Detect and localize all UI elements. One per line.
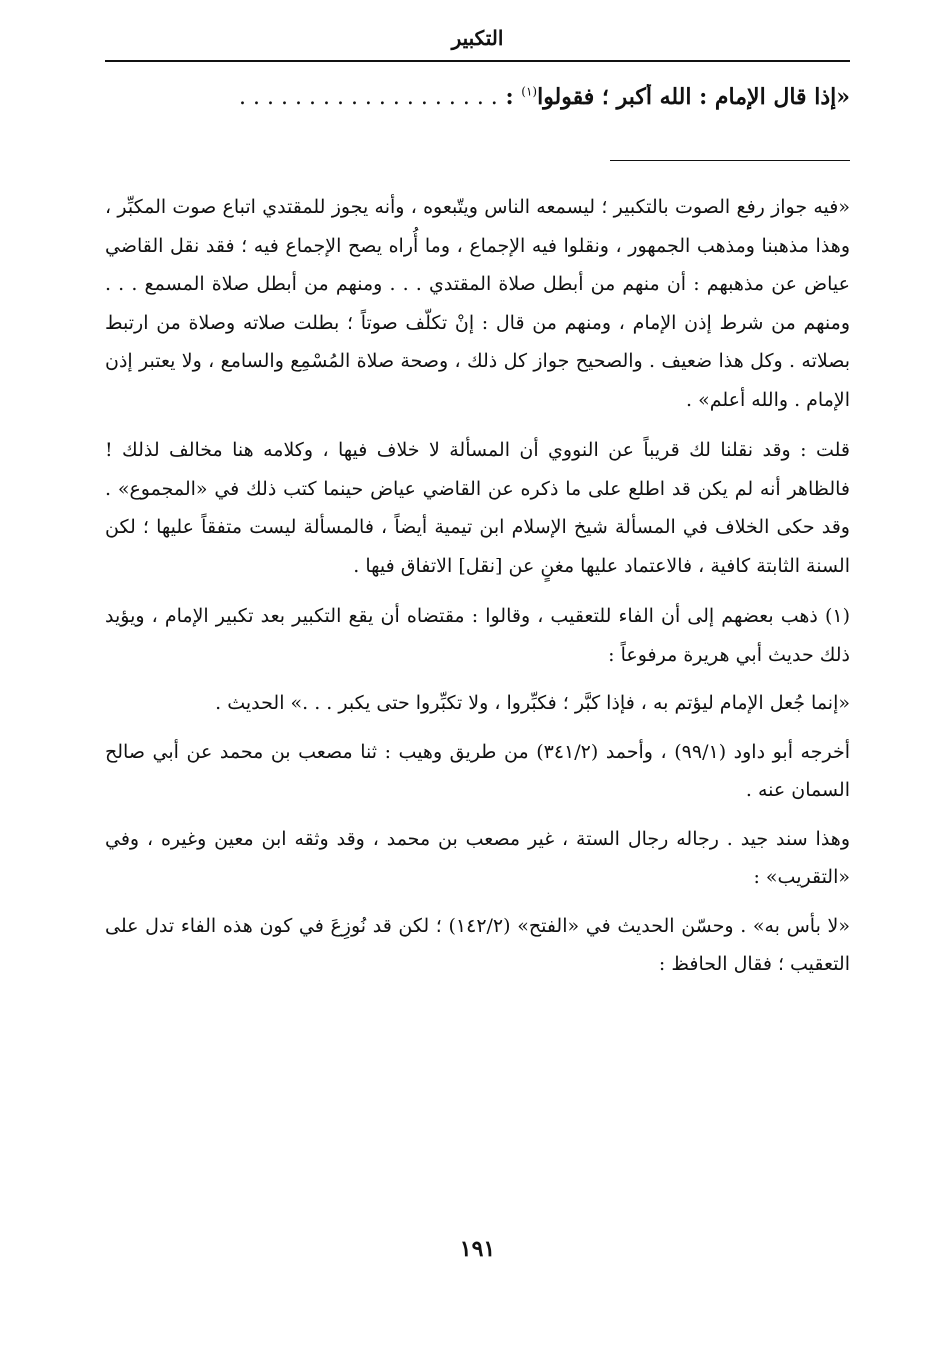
footnote-paragraph-1: (١) ذهب بعضهم إلى أن الفاء للتعقيب ، وقالوا : مقتضاه أن يقع التكبير بعد تكبير الإمام ، ويؤيد ذلك حديث أبي هريرة مرفوعاً : [105, 605, 850, 666]
footnote-paragraph-4: وهذا سند جيد . رجاله رجال الستة ، غير مصعب بن محمد ، وقد وثقه ابن معين وغيره ، وفي «التقريب» : [105, 827, 850, 888]
main-text [105, 188, 850, 585]
page-number: ١٩١ [459, 1236, 496, 1262]
footnotes [105, 597, 850, 984]
leader-dots: . . . . . . . . . . . . . . . . . . . [239, 85, 498, 110]
footnote-marker: (١) [521, 84, 538, 99]
page-body [105, 188, 850, 994]
hadith-heading [105, 84, 850, 110]
main-paragraph-2: قلت : وقد نقلنا لك قريباً عن النووي أن المسألة لا خلاف فيها ، وكلامه هنا مخالف لذلك ! فالظاهر أنه لم يكن قد اطلع على ما ذكره عن القاضي عياض حينما كتب ذلك في «المجموع» . وقد حكى الخلاف في المسألة شيخ الإسلام ابن تيمية أيضاً ، فالمسألة ليست متفقاً عليها ؛ لكن السنة الثابتة كافية ، فالاعتماد عليها مغنٍ عن [نقل] الاتفاق فيها . [105, 439, 850, 577]
main-paragraph-1: «فيه جواز رفع الصوت بالتكبير ؛ ليسمعه الناس ويتّبعوه ، وأنه يجوز للمقتدي اتباع صوت المكبِّر ، وهذا مذهبنا ومذهب الجمهور ، ونقلوا فيه الإجماع ، وما أُراه يصح الإجماع فيه ؛ فقد نقل القاضي عياض عن مذهبهم : أن منهم من أبطل صلاة المقتدي . . . ومنهم من أبطل صلاة المسمع . . . ومنهم من شرط إذن الإمام ، ومنهم من قال : إنْ تكلّف صوتاً ؛ بطلت صلاته وصلاة من ارتبط بصلاته . وكل هذا ضعيف . والصحيح جواز كل ذلك ، وصحة صلاة المُسْمِع والسامع ، ولا يعتبر إذن الإمام . والله أعلم» . [105, 196, 850, 411]
hadith-heading-suffix: : [497, 84, 522, 110]
footnote-paragraph-3: أخرجه أبو داود (٩٩/١) ، وأحمد (٣٤١/٢) من طريق وهيب : ثنا مصعب بن محمد عن أبي صالح السمان عنه . [105, 740, 850, 801]
hadith-heading-text: «إذا قال الإمام : الله أكبر ؛ فقولوا [537, 84, 850, 110]
footnote-paragraph-2: «إنما جُعل الإمام ليؤتم به ، فإذا كبَّر ؛ فكبِّروا ، ولا تكبِّروا حتى يكبر . . .» الحديث . [215, 692, 850, 714]
running-header-title: التكبير [451, 26, 504, 50]
footnote-paragraph-5: «لا بأس به» . وحسّن الحديث في «الفتح» (١٤٢/٢) ؛ لكن قد نُوزِعَ في كون هذه الفاء تدل على التعقيب ؛ فقال الحافظ : [105, 914, 850, 975]
section-divider [610, 160, 850, 161]
header-divider [105, 60, 850, 62]
